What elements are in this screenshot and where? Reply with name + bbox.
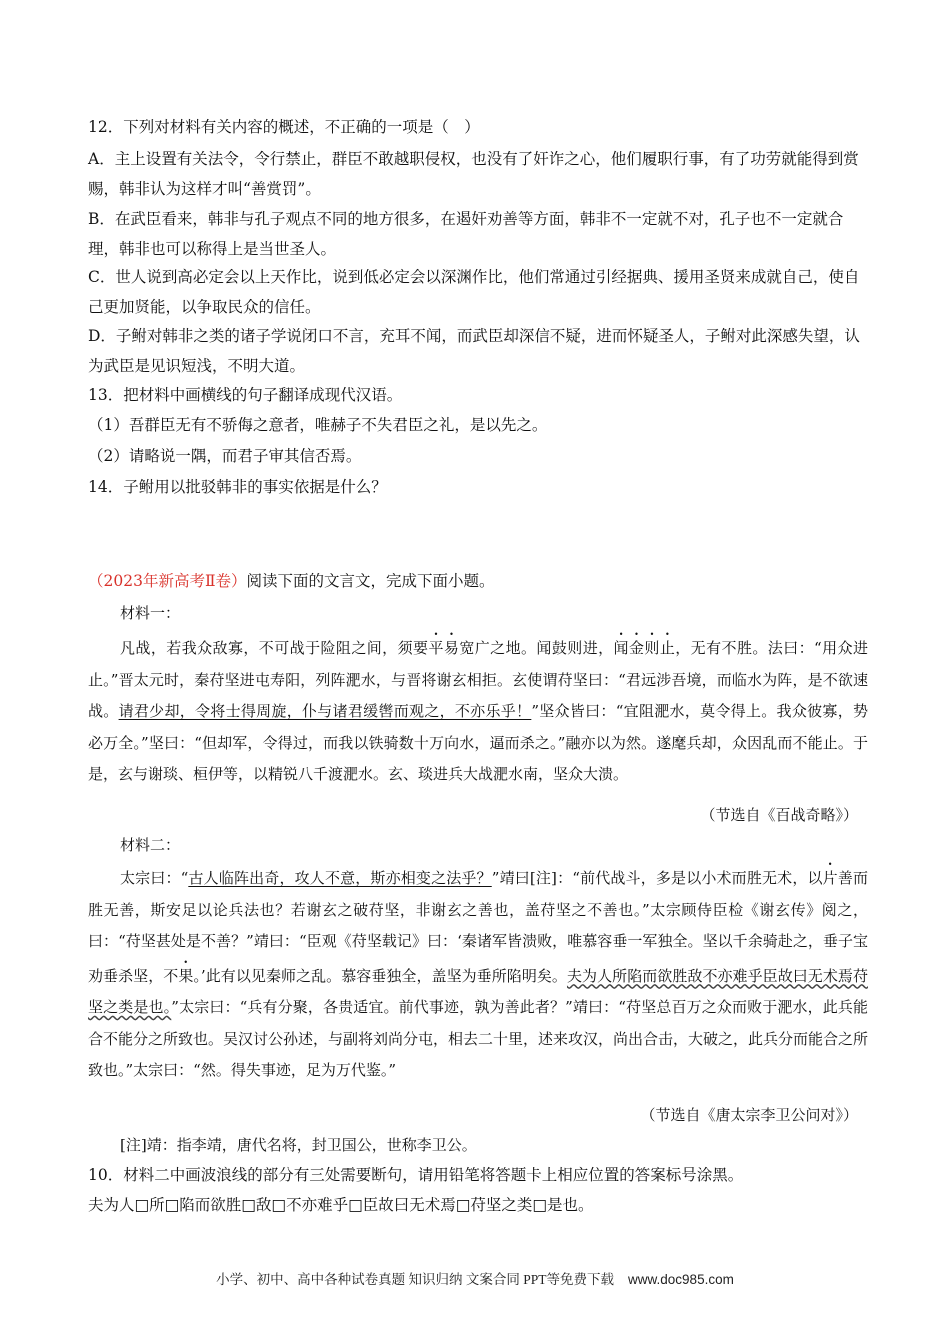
q12-stem: 12．下列对材料有关内容的概述，不正确的一项是（ ） bbox=[88, 118, 480, 136]
q14-stem: 14．子鲋用以批驳韩非的事实依据是什么？ bbox=[88, 478, 387, 496]
footer-url[interactable]: www.doc985.com bbox=[628, 1272, 734, 1287]
passage-intro: 阅读下面的文言文，完成下面小题。 bbox=[246, 572, 495, 590]
material-2-label: 材料二： bbox=[120, 836, 181, 854]
dotted-word: 平易 bbox=[428, 639, 460, 657]
q13-stem: 13．把材料中画横线的句子翻译成现代汉语。 bbox=[88, 386, 403, 404]
underlined-sentence: 请君少却，令将士得周旋，仆与诸君缓辔而观之，不亦乐乎！ bbox=[118, 702, 532, 720]
material-2-text: 太宗曰：“古人临阵出奇，攻人不意，斯亦相变之法乎？”靖曰[注]：“前代战斗，多是以小术而胜无术，以片善而胜无善，斯安足以论兵法也？若谢玄之破苻坚，非谢玄之善也，盖苻坚之不善也。”太宗顾侍臣检《谢玄传》阅之，曰：“苻坚甚处是不善？”靖曰：“臣观《苻坚载记》曰：‘秦诸军皆溃败，唯慕容垂一军独全。坚以千余骑赴之，垂子宝劝垂杀坚，不果。’此有以见秦师之乱。慕容垂独全，盖坚为垂所陷明矣。夫为人所陷而欲胜敌不亦难乎臣故曰无术焉苻坚之类是也。”太宗曰：“兵有分聚，各贵适宜。前代事迹，孰为善此者？”靖曰：“苻坚总百万之众而败于淝水，此兵能合不能分之所致也。吴汉讨公孙述，与副将刘尚分屯，相去二十里，述来攻汉，尚出合击，大破之，此兵分而能合之所致也。”太宗曰：“然。得失事迹，足为万代鉴。” bbox=[88, 869, 869, 1079]
dotted-word: 闻金则止 bbox=[613, 639, 676, 657]
footer-text: 小学、初中、高中各种试卷真题 知识归纳 文案合同 PPT等免费下载 bbox=[216, 1272, 615, 1287]
material-1-label: 材料一： bbox=[120, 604, 181, 622]
q12-option-d: D．子鲋对韩非之类的诸子学说闭口不言，充耳不闻，而武臣却深信不疑，进而怀疑圣人，子鲋对此深感失望，认为武臣是见识短浅，不明大道。 bbox=[88, 327, 860, 375]
passage-header bbox=[88, 566, 868, 596]
q10-sentence: 夫为人□所□陷而欲胜□敌□不亦难乎□臣故曰无术焉□苻坚之类□是也。 bbox=[88, 1196, 594, 1214]
q13-sentence-1: （1）吾群臣无有不骄侮之意者，唯赫子不失君臣之礼，是以先之。 bbox=[88, 416, 548, 434]
q12-option-a: A．主上设置有关法令，令行禁止，群臣不敢越职侵权，也没有了奸诈之心，他们履职行事，有了功劳就能得到赏赐，韩非认为这样才叫“善赏罚”。 bbox=[88, 150, 859, 198]
material-2-source: （节选自《唐太宗李卫公问对》） bbox=[640, 1106, 858, 1124]
underlined-sentence: 古人临阵出奇，攻人不意，斯亦相变之法乎？ bbox=[188, 869, 492, 887]
dotted-word: 果 bbox=[178, 966, 194, 985]
exam-source-tag: （2023年新高考Ⅱ卷） bbox=[88, 572, 247, 590]
page-footer bbox=[0, 1268, 950, 1288]
material-1-text: 凡战，若我众敌寡，不可战于险阻之间，须要平易宽广之地。闻鼓则进，闻金则止，无有不胜。法曰：“用众进止。”晋太元时，秦苻坚进屯寿阳，列阵淝水，与晋将谢玄相拒。玄使谓苻坚曰：“君远涉吾境，而临水为阵，是不欲速战。请君少却，令将士得周旋，仆与诸君缓辔而观之，不亦乐乎！”坚众皆曰：“宜阻淝水，莫令得上。我众彼寡，势必万全。”坚曰：“但却军，令得过，而我以铁骑数十万向水，逼而杀之。”融亦以为然。遂麾兵却，众因乱而不能止。于是，玄与谢琰、桓伊等，以精锐八千渡淝水。玄、琰进兵大战淝水南，坚众大溃。 bbox=[88, 639, 868, 783]
q12-option-c: C．世人说到高必定会以上天作比，说到低必定会以深渊作比，他们常通过引经据典、援用圣贤来成就自己，使自己更加贤能，以争取民众的信任。 bbox=[88, 268, 860, 316]
annotation-note: [注]靖：指李靖，唐代名将，封卫国公，世称李卫公。 bbox=[120, 1136, 477, 1154]
q13-sentence-2: （2）请略说一隅，而君子审其信否焉。 bbox=[88, 447, 362, 465]
q10-stem: 10．材料二中画波浪线的部分有三处需要断句，请用铅笔将答题卡上相应位置的答案标号涂黑。 bbox=[88, 1166, 744, 1184]
wavy-underlined-sentence: 夫为人所陷而欲胜敌不亦难乎臣故曰无术焉苻坚之类是也。 bbox=[88, 966, 868, 1016]
dotted-word: 片 bbox=[822, 869, 838, 887]
q12-option-b: B．在武臣看来，韩非与孔子观点不同的地方很多，在遏奸劝善等方面，韩非不一定就不对，孔子也不一定就合理，韩非也可以称得上是当世圣人。 bbox=[88, 210, 844, 258]
material-1-source: （节选自《百战奇略》） bbox=[700, 806, 858, 824]
